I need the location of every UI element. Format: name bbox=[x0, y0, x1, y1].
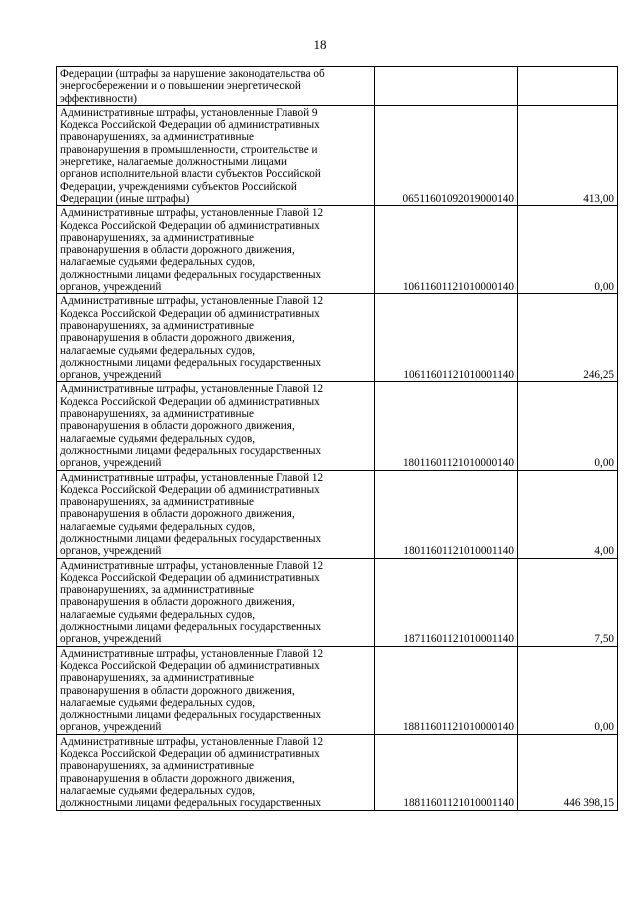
budget-code-cell: 18011601121010001140 bbox=[375, 470, 518, 558]
revenue-name-cell: Административные штрафы, установленные Главой 12 Кодекса Российской Федерации об административных правонарушениях, за административные правонарушения в области дорожного движения, налагаемые судьями федеральных судов, должностными лицами федеральных государственных органов, учреждений bbox=[57, 294, 375, 382]
table-row bbox=[57, 382, 618, 470]
revenue-name-cell: Федерации (штрафы за нарушение законодательства об энергосбережении и о повышении энергетической эффективности) bbox=[57, 67, 375, 106]
budget-code-cell: 18811601121010000140 bbox=[375, 646, 518, 734]
revenue-table bbox=[56, 66, 618, 811]
budget-code-cell bbox=[375, 67, 518, 106]
amount-cell: 0,00 bbox=[518, 382, 618, 470]
budget-code-cell: 06511601092019000140 bbox=[375, 105, 518, 205]
amount-cell: 7,50 bbox=[518, 558, 618, 646]
table-row bbox=[57, 558, 618, 646]
table-row bbox=[57, 67, 618, 106]
revenue-name-cell: Административные штрафы, установленные Главой 12 Кодекса Российской Федерации об административных правонарушениях, за административные правонарушения в области дорожного движения, налагаемые судьями федеральных судов, должностными лицами федеральных государственных органов, учреждений bbox=[57, 646, 375, 734]
budget-code-cell: 10611601121010000140 bbox=[375, 206, 518, 294]
amount-cell: 0,00 bbox=[518, 206, 618, 294]
amount-cell: 4,00 bbox=[518, 470, 618, 558]
amount-cell: 246,25 bbox=[518, 294, 618, 382]
budget-code-cell: 18811601121010001140 bbox=[375, 734, 518, 810]
revenue-name-cell: Административные штрафы, установленные Главой 9 Кодекса Российской Федерации об административных правонарушениях, за административные правонарушения в промышленности, строительстве и энергетике, налагаемые должностными лицами органов исполнительной власти субъектов Российской Федерации, учреждениями субъектов Российской Федерации (иные штрафы) bbox=[57, 105, 375, 205]
amount-cell: 0,00 bbox=[518, 646, 618, 734]
table-row bbox=[57, 294, 618, 382]
revenue-name-cell: Административные штрафы, установленные Главой 12 Кодекса Российской Федерации об административных правонарушениях, за административные правонарушения в области дорожного движения, налагаемые судьями федеральных судов, должностными лицами федеральных государственных органов, учреждений bbox=[57, 382, 375, 470]
revenue-name-cell: Административные штрафы, установленные Главой 12 Кодекса Российской Федерации об административных правонарушениях, за административные правонарушения в области дорожного движения, налагаемые судьями федеральных судов, должностными лицами федеральных государственных органов, учреждений bbox=[57, 470, 375, 558]
budget-code-cell: 10611601121010001140 bbox=[375, 294, 518, 382]
amount-cell: 446 398,15 bbox=[518, 734, 618, 810]
table-row bbox=[57, 734, 618, 810]
amount-cell: 413,00 bbox=[518, 105, 618, 205]
table-row bbox=[57, 206, 618, 294]
revenue-name-cell: Административные штрафы, установленные Главой 12 Кодекса Российской Федерации об административных правонарушениях, за административные правонарушения в области дорожного движения, налагаемые судьями федеральных судов, должностными лицами федеральных государственных органов, учреждений bbox=[57, 558, 375, 646]
budget-code-cell: 18011601121010000140 bbox=[375, 382, 518, 470]
budget-code-cell: 18711601121010001140 bbox=[375, 558, 518, 646]
table-row bbox=[57, 470, 618, 558]
table-row bbox=[57, 105, 618, 205]
amount-cell bbox=[518, 67, 618, 106]
page-number: 18 bbox=[313, 37, 327, 52]
table-row bbox=[57, 646, 618, 734]
revenue-name-cell: Административные штрафы, установленные Главой 12 Кодекса Российской Федерации об административных правонарушениях, за административные правонарушения в области дорожного движения, налагаемые судьями федеральных судов, должностными лицами федеральных государственных bbox=[57, 734, 375, 810]
revenue-name-cell: Административные штрафы, установленные Главой 12 Кодекса Российской Федерации об административных правонарушениях, за административные правонарушения в области дорожного движения, налагаемые судьями федеральных судов, должностными лицами федеральных государственных органов, учреждений bbox=[57, 206, 375, 294]
